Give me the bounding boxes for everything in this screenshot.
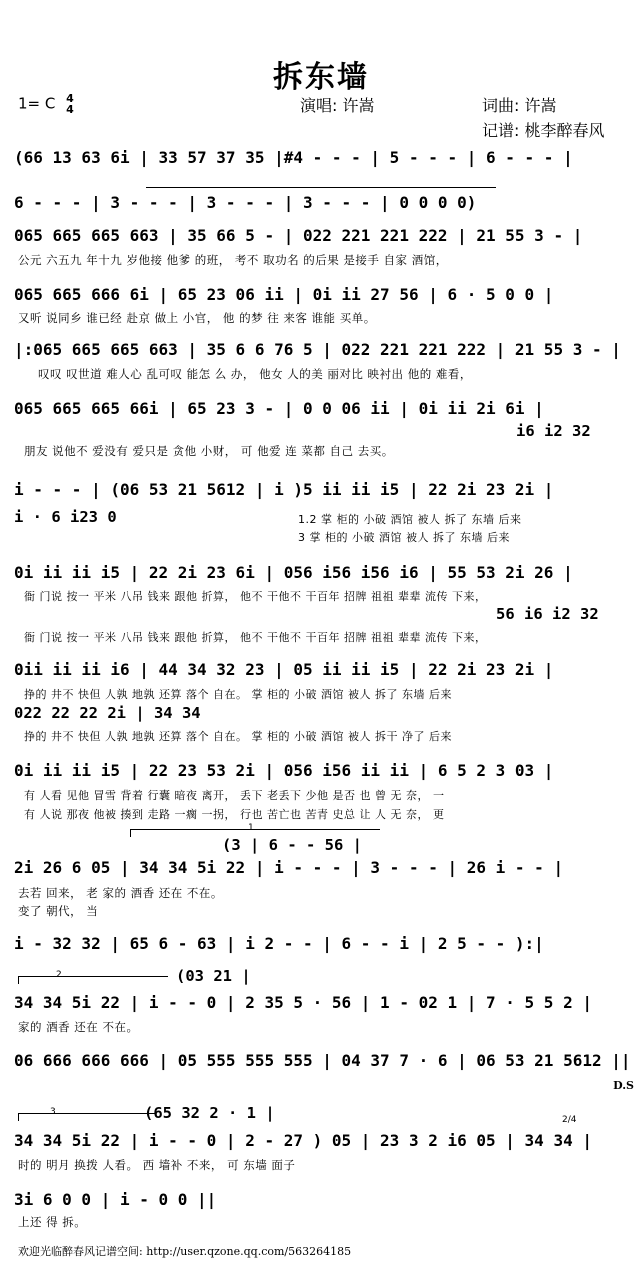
score-line-10: 0i ii ii i5 | 22 23 53 2i | 056 i56 ii ii | 6 5 2 3 03 | <box>14 761 554 780</box>
volta-label-2: 2 <box>56 970 62 980</box>
time-denominator: 4 <box>66 103 74 116</box>
lyric-line-5: 叹叹 叹世道 难人心 乱可叹 能怎 么 办， 他女 人的美 丽对比 映衬出 他的 难看， <box>38 367 472 381</box>
volta-label-3: 3 <box>50 1107 56 1117</box>
lyric-line-8-verse-b: 衙 门说 按一 平米 八吊 钱来 跟他 折算， 他不 干他不 干百年 招牌 祖祖 辈辈 流传 下来， <box>24 631 487 644</box>
volta-bracket-1-start <box>130 829 131 837</box>
score-line-2: 6 - - - | 3 - - - | 3 - - - | 3 - - - | 0 0 0 0) <box>14 193 477 212</box>
lyric-line-11-verse-b: 变了 朝代， 当 <box>18 904 99 918</box>
song-title: 拆东墙 <box>273 60 369 95</box>
lyric-line-9-verse-b: 挣的 井不 快但 人孰 地孰 还算 落个 自在。 掌 柜的 小破 酒馆 被人 拆干 净了 后来 <box>24 730 452 743</box>
score-line-4: 065 665 666 6i | 65 23 06 ii | 0i ii 27 56 | 6 · 5 0 0 | <box>14 285 554 304</box>
key-signature <box>18 93 74 115</box>
score-line-12: i - 32 32 | 65 6 - 63 | i 2 - - | 6 - - i | 2 5 - - ):| <box>14 934 544 953</box>
lyric-line-13: 家的 酒香 还在 不在。 <box>18 1020 139 1034</box>
score-line-15-lead: (65 32 2 · 1 | <box>144 1104 275 1122</box>
volta-label-1: 1 <box>248 823 254 833</box>
lyric-line-6: 朋友 说他不 爱没有 爱只是 贪他 小财， 可 他爱 连 菜都 自己 去买。 <box>24 444 394 458</box>
lyric-line-15: 时的 明月 换拨 人看。 西 墙补 不来， 可 东墙 面子 <box>18 1158 296 1172</box>
time-signature <box>66 93 74 115</box>
lyric-line-9-verse-a: 挣的 井不 快但 人孰 地孰 还算 落个 自在。 掌 柜的 小破 酒馆 被人 拆了 东墙 后来 <box>24 688 452 701</box>
volta-bracket-1 <box>130 829 380 830</box>
volta-bracket-2 <box>18 976 168 977</box>
lyric-line-10-verse-a: 有 人看 见他 冒雪 背着 行囊 暗夜 离开， 丢下 老丢下 少他 是否 也 曾 无 奈， 一 <box>24 789 445 802</box>
score-line-6: 065 665 665 66i | 65 23 3 - | 0 0 06 ii | 0i ii 2i 6i | <box>14 399 544 418</box>
volta-bracket-3-start <box>18 1113 19 1121</box>
score-line-8: 0i ii ii i5 | 22 2i 23 6i | 056 i56 i56 i6 | 55 53 2i 26 | <box>14 563 573 582</box>
time-numerator: 4 <box>66 92 74 105</box>
score-line-5: |:065 665 665 663 | 35 6 6 76 5 | 022 221 221 222 | 21 55 3 - | <box>14 340 621 359</box>
score-line-9-alt: 022 22 22 2i | 34 34 <box>14 704 201 722</box>
score-line-7-alt: i · 6 i23 0 <box>14 508 117 526</box>
lyric-line-7-verse-a: 1.2 掌 柜的 小破 酒馆 被人 拆了 东墙 后来 <box>298 513 522 526</box>
score-line-16: 3i 6 0 0 | i - 0 0 || <box>14 1190 217 1209</box>
volta-bracket-2-start <box>18 976 19 984</box>
lyric-line-10-verse-b: 有 人说 那夜 他被 揍到 走路 一瘸 一拐， 行也 苦亡也 苦青 史总 让 人 无 奈， 更 <box>24 808 445 821</box>
lyric-line-7-verse-b: 3 掌 柜的 小破 酒馆 被人 拆了 东墙 后来 <box>298 531 510 544</box>
score-line-1: (66 13 63 6i | 33 57 37 35 |#4 - - - | 5 - - - | 6 - - - | <box>14 148 573 167</box>
transcriber-credit: 记谱: 桃李醉春风 <box>482 121 605 140</box>
tie-arc <box>146 187 496 188</box>
score-line-11-lead: (3 | 6 - - 56 | <box>222 836 362 854</box>
footer-credit: 欢迎光临醉春风记谱空间: http://user.qzone.qq.com/563264185 <box>18 1245 352 1258</box>
lyric-line-4: 又听 说同乡 谁已经 赴京 做上 小官， 他 的梦 往 来客 谁能 买单。 <box>18 311 376 325</box>
score-line-6-alt: i6 i2 32 <box>516 422 591 440</box>
singer-credit: 演唱: 许嵩 <box>300 96 375 115</box>
score-line-15: 34 34 5i 22 | i - - 0 | 2 - 27 ) 05 | 23 3 2 i6 05 | 34 34 | <box>14 1131 592 1150</box>
score-line-11: 2i 26 6 05 | 34 34 5i 22 | i - - - | 3 - - - | 26 i - - | <box>14 858 564 877</box>
score-line-3: 065 665 665 663 | 35 66 5 - | 022 221 221 222 | 21 55 3 - | <box>14 226 583 245</box>
lyric-line-3: 公元 六五九 年十九 岁他接 他爹 的班， 考不 取功名 的后果 是接手 自家 酒馆， <box>18 253 448 267</box>
volta-bracket-3 <box>18 1113 156 1114</box>
score-line-14: 06 666 666 666 | 05 555 555 555 | 04 37 7 · 6 | 06 53 21 5612 || <box>14 1051 631 1070</box>
score-line-13-lead: (03 21 | <box>176 967 251 985</box>
composer-credit: 词曲: 许嵩 <box>482 96 557 115</box>
dal-segno-mark: D.S <box>613 1079 634 1092</box>
lyric-line-8-verse-a: 衙 门说 按一 平米 八吊 钱来 跟他 折算， 他不 干他不 干百年 招牌 祖祖 辈辈 流传 下来， <box>24 590 487 603</box>
key-label: 1= C <box>18 94 56 113</box>
score-line-8-alt: 56 i6 i2 32 <box>496 605 599 623</box>
score-line-7: i - - - | (06 53 21 5612 | i )5 ii ii i5 | 22 2i 23 2i | <box>14 480 554 499</box>
lyric-line-16: 上还 得 拆。 <box>18 1215 87 1229</box>
score-line-13: 34 34 5i 22 | i - - 0 | 2 35 5 · 56 | 1 - 02 1 | 7 · 5 5 2 | <box>14 993 592 1012</box>
score-line-9: 0ii ii ii i6 | 44 34 32 23 | 05 ii ii i5 | 22 2i 23 2i | <box>14 660 554 679</box>
lyric-line-11-verse-a: 去若 回来， 老 家的 酒香 还在 不在。 <box>18 886 223 900</box>
meter-change-mark: 2/4 <box>562 1115 577 1125</box>
